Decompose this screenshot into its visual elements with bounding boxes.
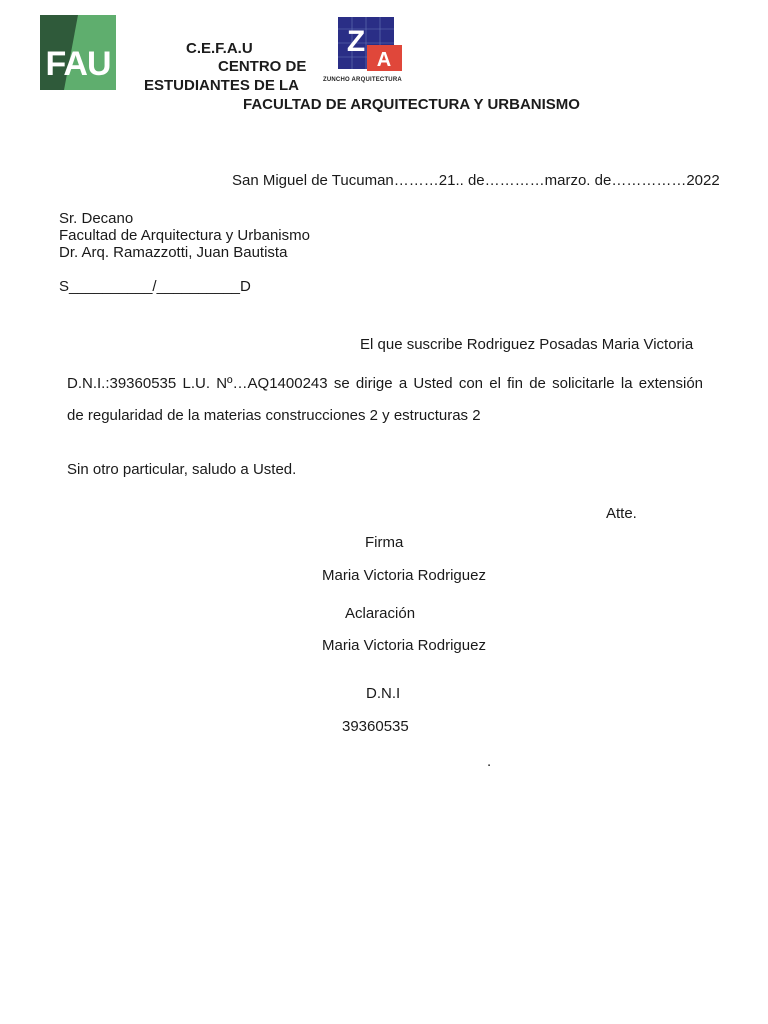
body-closing: Sin otro particular, saludo a Usted. <box>67 461 297 478</box>
salutation-line: S__________/__________D <box>59 278 251 295</box>
header-line-centro: CENTRO DE <box>218 58 307 75</box>
fau-logo <box>40 15 116 90</box>
firma-value: Maria Victoria Rodriguez <box>322 567 486 584</box>
firma-label: Firma <box>365 534 404 551</box>
trailing-dot: . <box>487 753 492 770</box>
body-intro: El que suscribe Rodriguez Posadas Maria Victoria <box>360 336 694 353</box>
body-line-2: de regularidad de la materias construcciones 2 y estructuras 2 <box>67 407 481 424</box>
dni-label: D.N.I <box>366 685 401 702</box>
date-line: San Miguel de Tucuman………21.. de…………marzo. de……………2022 <box>232 172 720 189</box>
dni-value: 39360535 <box>342 718 409 735</box>
header-line-estudiantes: ESTUDIANTES DE LA <box>144 77 300 94</box>
svg-text:Z: Z <box>346 25 366 58</box>
svg-text:A: A <box>376 49 392 71</box>
za-logo-caption: ZUNCHO ARQUITECTURA <box>323 77 402 83</box>
recipient-faculty: Facultad de Arquitectura y Urbanismo <box>59 227 310 244</box>
recipient-title: Sr. Decano <box>59 210 134 227</box>
header-org-acronym: C.E.F.A.U <box>186 40 253 57</box>
recipient-name: Dr. Arq. Ramazzotti, Juan Bautista <box>59 244 288 261</box>
svg-text:FAU: FAU <box>45 45 111 83</box>
body-line-1: D.N.I.:39360535 L.U. Nº…AQ1400243 se dirige a Usted con el fin de solicitarle la extensión <box>67 375 703 392</box>
aclaracion-label: Aclaración <box>345 605 416 622</box>
header-line-facultad: FACULTAD DE ARQUITECTURA Y URBANISMO <box>243 96 580 113</box>
atte-text: Atte. <box>606 505 637 522</box>
aclaracion-value: Maria Victoria Rodriguez <box>322 637 486 654</box>
